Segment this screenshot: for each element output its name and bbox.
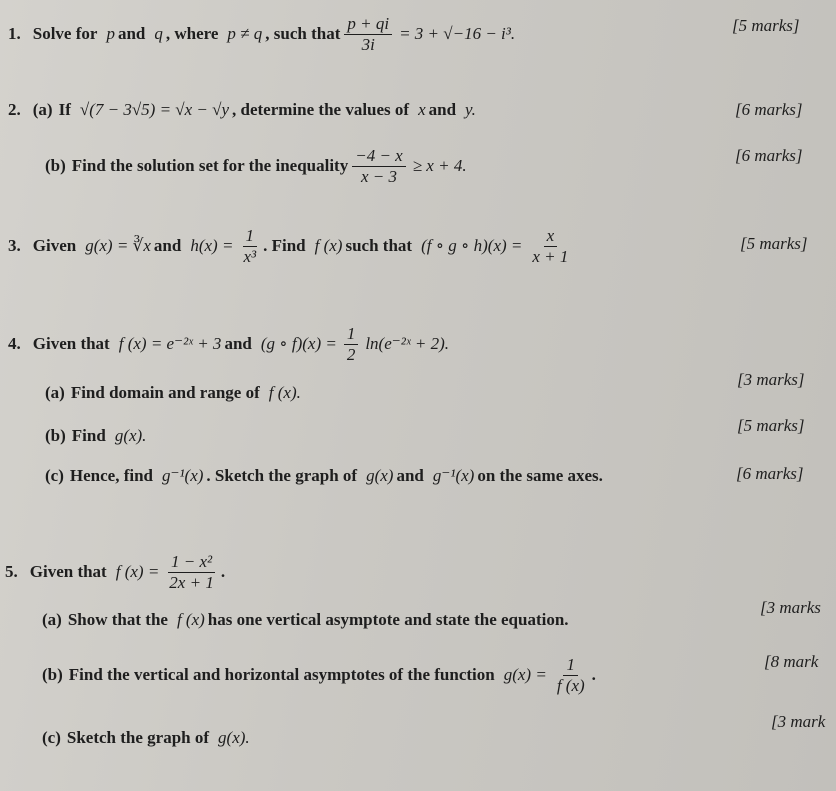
q5a-marks: [3 marks bbox=[760, 598, 821, 617]
q4-gof-rhs: ln(e⁻²ˣ + 2). bbox=[365, 334, 450, 354]
fraction-denominator: 2x + 1 bbox=[169, 572, 214, 592]
q4a-text: Find domain and range of bbox=[70, 383, 260, 402]
q4a-marks: [3 marks] bbox=[737, 370, 805, 389]
question-1 bbox=[8, 14, 518, 54]
q4-given: Given that bbox=[32, 334, 110, 354]
question-number: 3. bbox=[8, 236, 21, 256]
q5b-marks: [8 mark bbox=[764, 652, 819, 671]
q5a-text1: Show that the bbox=[67, 610, 168, 629]
q5-end: . bbox=[220, 562, 226, 582]
q2a-and: and bbox=[428, 100, 457, 119]
q4c-ginv2: g⁻¹(x) bbox=[432, 466, 475, 485]
fraction-denominator: x³ bbox=[243, 246, 257, 266]
q3-comp-fraction bbox=[529, 226, 571, 266]
q3-find: . Find bbox=[263, 236, 306, 256]
question-number: 1. bbox=[8, 24, 21, 44]
q5a-text2: has one vertical asymptote and state the equation. bbox=[207, 610, 569, 629]
q2b-rhs: ≥ x + 4. bbox=[412, 156, 467, 176]
q5c-text: Sketch the graph of bbox=[66, 728, 210, 747]
q4-gof-lhs: (g ∘ f)(x) = bbox=[260, 334, 337, 354]
q2b-marks: [6 marks] bbox=[735, 146, 803, 165]
q4b-g: g(x). bbox=[114, 426, 147, 445]
fraction-numerator: x bbox=[544, 226, 558, 247]
q3-marks: [5 marks] bbox=[740, 234, 808, 253]
q2a-text: , determine the values of bbox=[232, 100, 410, 119]
q3-fx: f (x) bbox=[314, 236, 343, 256]
question-5b bbox=[42, 655, 596, 695]
question-2b bbox=[45, 146, 470, 186]
q4b-marks: [5 marks] bbox=[737, 416, 805, 435]
q5b-g: g(x) = bbox=[503, 665, 547, 685]
fraction-denominator: 2 bbox=[346, 344, 356, 364]
q1-such: , such that bbox=[265, 24, 341, 44]
q1-rhs: = 3 + √−16 − i³. bbox=[399, 24, 516, 44]
q3-composition: (f ∘ g ∘ h)(x) = bbox=[421, 236, 523, 256]
fraction-denominator: 3i bbox=[361, 34, 375, 54]
q4-half-fraction bbox=[344, 324, 359, 364]
part-label: (b) bbox=[45, 156, 66, 176]
part-label: (a) bbox=[45, 383, 65, 402]
q1-where: , where bbox=[165, 24, 219, 44]
q4c-marks: [6 marks] bbox=[736, 464, 804, 483]
fraction-numerator: 1 − x² bbox=[168, 552, 215, 573]
q3-given: Given bbox=[32, 236, 77, 256]
q5a-f: f (x) bbox=[176, 610, 205, 629]
q4c-ginv: g⁻¹(x) bbox=[161, 466, 204, 485]
q4-f-def: f (x) = e⁻²ˣ + 3 bbox=[118, 334, 222, 354]
q2a-if: If bbox=[58, 100, 71, 119]
q2b-fraction bbox=[352, 146, 406, 186]
question-5c bbox=[42, 728, 253, 748]
part-label: (a) bbox=[32, 100, 53, 119]
question-4 bbox=[8, 324, 452, 364]
question-4c bbox=[45, 466, 603, 486]
q1-condition: p ≠ q bbox=[227, 24, 263, 44]
q5b-text: Find the vertical and horizontal asymptotes of the function bbox=[68, 665, 495, 685]
fraction-numerator: 1 bbox=[563, 655, 578, 676]
q2b-text: Find the solution set for the inequality bbox=[71, 156, 349, 176]
q5-f-lhs: f (x) = bbox=[115, 562, 160, 582]
q5-given: Given that bbox=[29, 562, 107, 582]
question-5 bbox=[5, 552, 225, 592]
var-q: q bbox=[154, 24, 163, 44]
q5-f-fraction bbox=[166, 552, 217, 592]
fraction-denominator: x + 1 bbox=[532, 246, 569, 266]
q3-such: such that bbox=[345, 236, 413, 256]
q1-and: and bbox=[117, 24, 146, 44]
q4c-text1: Hence, find bbox=[69, 466, 153, 485]
part-label: (b) bbox=[45, 426, 66, 445]
question-number: 4. bbox=[8, 334, 21, 354]
q1-fraction bbox=[344, 14, 392, 54]
question-4a bbox=[45, 383, 304, 403]
question-5a bbox=[42, 610, 569, 630]
fraction-numerator: p + qi bbox=[344, 14, 392, 35]
question-4b bbox=[45, 426, 149, 446]
q4-and: and bbox=[224, 334, 252, 354]
q2a-equation: √(7 − 3√5) = √x − √y bbox=[79, 100, 230, 119]
q1-text: Solve for bbox=[32, 24, 98, 44]
q3-h-fraction bbox=[240, 226, 259, 266]
q2a-marks: [6 marks] bbox=[735, 100, 803, 119]
q4c-text2: . Sketch the graph of bbox=[206, 466, 358, 485]
q3-and: and bbox=[153, 236, 182, 256]
q4c-and: and bbox=[396, 466, 424, 485]
q3-h-lhs: h(x) = bbox=[190, 236, 234, 256]
question-number: 5. bbox=[5, 562, 18, 582]
question-number: 2. bbox=[8, 100, 21, 119]
question-2a bbox=[8, 100, 479, 120]
part-label: (c) bbox=[45, 466, 64, 485]
question-3 bbox=[8, 226, 575, 266]
q5c-g: g(x). bbox=[218, 728, 250, 747]
q4a-f: f (x). bbox=[268, 383, 301, 402]
fraction-numerator: 1 bbox=[344, 324, 359, 345]
part-label: (c) bbox=[42, 728, 61, 747]
var-x: x bbox=[418, 100, 426, 119]
var-y: y. bbox=[465, 100, 476, 119]
q4b-text: Find bbox=[71, 426, 106, 445]
fraction-denominator: f (x) bbox=[556, 675, 585, 695]
q5b-end: . bbox=[591, 665, 596, 685]
q5c-marks: [3 mark bbox=[771, 712, 826, 731]
q4c-g: g(x) bbox=[366, 466, 394, 485]
fraction-numerator: 1 bbox=[243, 226, 258, 247]
fraction-denominator: x − 3 bbox=[360, 166, 397, 186]
fraction-numerator: −4 − x bbox=[352, 146, 406, 167]
q1-marks: [5 marks] bbox=[732, 16, 800, 35]
var-p: p bbox=[106, 24, 115, 44]
q3-g-def: g(x) = ∛x bbox=[85, 236, 151, 256]
part-label: (a) bbox=[42, 610, 62, 629]
part-label: (b) bbox=[42, 665, 63, 685]
q4c-text3: on the same axes. bbox=[477, 466, 603, 485]
q5b-fraction bbox=[554, 655, 588, 695]
